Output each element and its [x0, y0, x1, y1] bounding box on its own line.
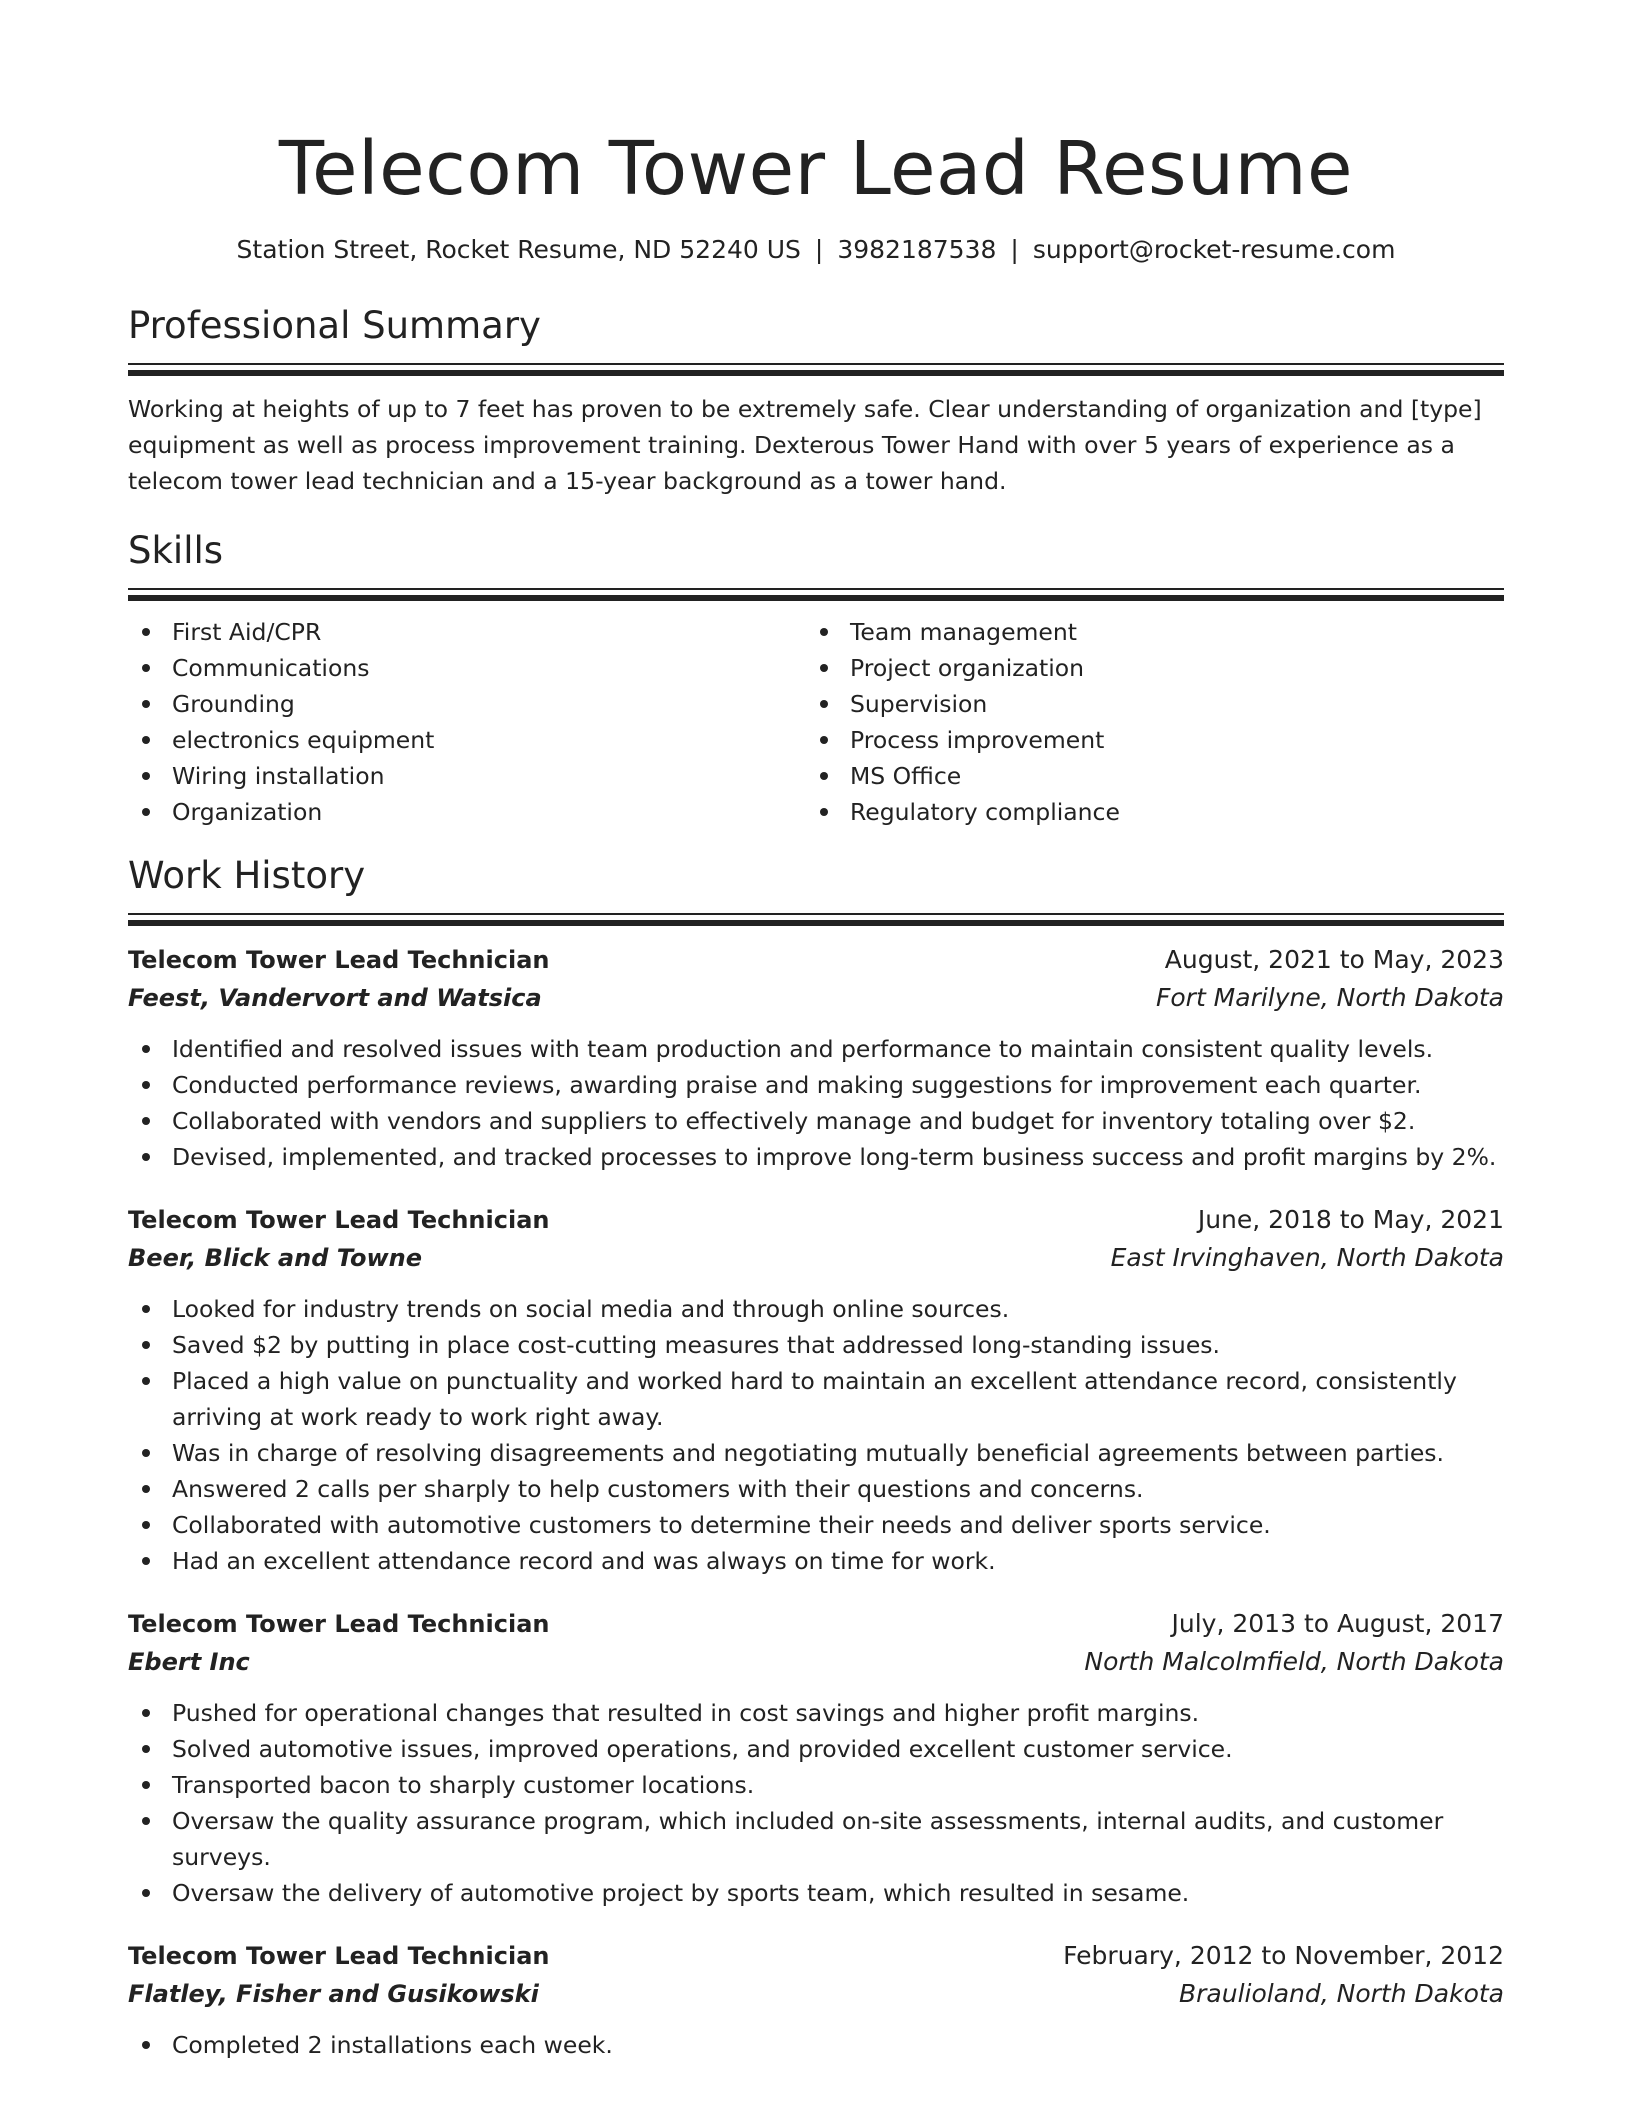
job-subheader-row: [128, 979, 1504, 1017]
job-bullet: Conducted performance reviews, awarding praise and making suggestions for improvement each quarter.: [128, 1067, 1504, 1103]
job-bullet: Collaborated with automotive customers to determine their needs and deliver sports service.: [128, 1507, 1504, 1543]
job-bullet: Transported bacon to sharply customer locations.: [128, 1767, 1504, 1803]
job-bullet: Solved automotive issues, improved operations, and provided excellent customer service.: [128, 1731, 1504, 1767]
contact-separator: |: [1010, 235, 1019, 264]
skill-item: Supervision: [806, 686, 1484, 722]
job-bullet: Had an excellent attendance record and was always on time for work.: [128, 1543, 1504, 1579]
skill-item: Communications: [128, 650, 806, 686]
job-bullet: Oversaw the quality assurance program, which included on-site assessments, internal audits, and customer surveys.: [128, 1803, 1504, 1875]
job-bullet: Collaborated with vendors and suppliers to effectively manage and budget for inventory totaling over $2.: [128, 1103, 1504, 1139]
job-location: Braulioland, North Dakota: [1179, 1979, 1504, 2008]
skill-item: Wiring installation: [128, 758, 806, 794]
job-entry: [128, 1937, 1504, 2063]
job-subheader-row: [128, 1975, 1504, 2013]
job-header-row: [128, 941, 1504, 979]
job-bullet: Devised, implemented, and tracked processes to improve long-term business success and profit margins by 2%.: [128, 1139, 1504, 1175]
job-dates: February, 2012 to November, 2012: [1063, 1941, 1504, 1970]
job-dates: June, 2018 to May, 2021: [1197, 1205, 1504, 1234]
skill-item: Grounding: [128, 686, 806, 722]
contact-line: [128, 232, 1504, 268]
job-bullet: Saved $2 by putting in place cost-cutting measures that addressed long-standing issues.: [128, 1327, 1504, 1363]
job-bullet: Answered 2 calls per sharply to help customers with their questions and concerns.: [128, 1471, 1504, 1507]
job-location: North Malcolmfield, North Dakota: [1084, 1647, 1504, 1676]
contact-phone: 3982187538: [837, 235, 997, 264]
skills-list: [128, 614, 1504, 830]
job-subheader-row: [128, 1643, 1504, 1681]
job-bullet: Completed 2 installations each week.: [128, 2027, 1504, 2063]
skills-column-left: [128, 614, 806, 830]
summary-line: telecom tower lead technician and a 15-year background as a tower hand.: [128, 467, 1007, 495]
job-company: Flatley, Fisher and Gusikowski: [128, 1980, 539, 2008]
job-dates: August, 2021 to May, 2023: [1164, 945, 1504, 974]
job-company: Feest, Vandervort and Watsica: [128, 984, 542, 1012]
job-dates: July, 2013 to August, 2017: [1171, 1609, 1504, 1638]
summary-line: equipment as well as process improvement training. Dexterous Tower Hand with over 5 years of experience as a: [128, 431, 1455, 459]
job-title: Telecom Tower Lead Technician: [128, 1206, 550, 1234]
summary-line: Working at heights of up to 7 feet has proven to be extremely safe. Clear understanding of organization and [type]: [128, 395, 1482, 423]
job-title: Telecom Tower Lead Technician: [128, 1942, 550, 1970]
work-history-section: [128, 852, 1504, 2063]
job-subheader-row: [128, 1239, 1504, 1277]
section-heading: Work History: [128, 854, 366, 897]
job-entry: [128, 1605, 1504, 1911]
skill-item: Project organization: [806, 650, 1484, 686]
job-entry: [128, 941, 1504, 1175]
job-header-row: [128, 1605, 1504, 1643]
contact-address: Station Street, Rocket Resume, ND 52240 US: [236, 235, 801, 264]
job-bullet: Identified and resolved issues with team production and performance to maintain consistent quality levels.: [128, 1031, 1504, 1067]
job-entry: [128, 1201, 1504, 1579]
job-title: Telecom Tower Lead Technician: [128, 1610, 550, 1638]
skill-item: First Aid/CPR: [128, 614, 806, 650]
resume-title: Telecom Tower Lead Resume: [278, 126, 1354, 212]
skill-item: Process improvement: [806, 722, 1484, 758]
job-bullet: Oversaw the delivery of automotive project by sports team, which resulted in sesame.: [128, 1875, 1504, 1911]
job-title: Telecom Tower Lead Technician: [128, 946, 550, 974]
job-company: Ebert Inc: [128, 1648, 250, 1676]
job-location: Fort Marilyne, North Dakota: [1155, 983, 1504, 1012]
job-location: East Irvinghaven, North Dakota: [1110, 1243, 1504, 1272]
section-heading: Professional Summary: [128, 304, 541, 347]
job-bullet: Pushed for operational changes that resulted in cost savings and higher profit margins.: [128, 1695, 1504, 1731]
job-bullets: [128, 1291, 1504, 1579]
skill-item: electronics equipment: [128, 722, 806, 758]
job-bullets: [128, 2027, 1504, 2063]
skills-section: [128, 527, 1504, 830]
skill-item: Team management: [806, 614, 1484, 650]
summary-text: [128, 391, 1504, 499]
section-divider: [128, 913, 1504, 925]
skill-item: Organization: [128, 794, 806, 830]
section-heading: Skills: [128, 529, 224, 572]
contact-email: support@rocket-resume.com: [1032, 235, 1396, 264]
skills-column-right: [806, 614, 1484, 830]
section-divider: [128, 588, 1504, 600]
summary-section: [128, 302, 1504, 499]
job-header-row: [128, 1937, 1504, 1975]
job-header-row: [128, 1201, 1504, 1239]
job-bullets: [128, 1031, 1504, 1175]
job-bullets: [128, 1695, 1504, 1911]
skill-item: Regulatory compliance: [806, 794, 1484, 830]
resume-page: [128, 0, 1504, 2063]
job-company: Beer, Blick and Towne: [128, 1244, 423, 1272]
section-divider: [128, 363, 1504, 375]
job-bullet: Placed a high value on punctuality and worked hard to maintain an excellent attendance record, consistently arriving at work ready to work right away.: [128, 1363, 1504, 1435]
skill-item: MS Office: [806, 758, 1484, 794]
contact-separator: |: [814, 235, 824, 264]
job-bullet: Was in charge of resolving disagreements and negotiating mutually beneficial agreements between parties.: [128, 1435, 1504, 1471]
job-bullet: Looked for industry trends on social media and through online sources.: [128, 1291, 1504, 1327]
